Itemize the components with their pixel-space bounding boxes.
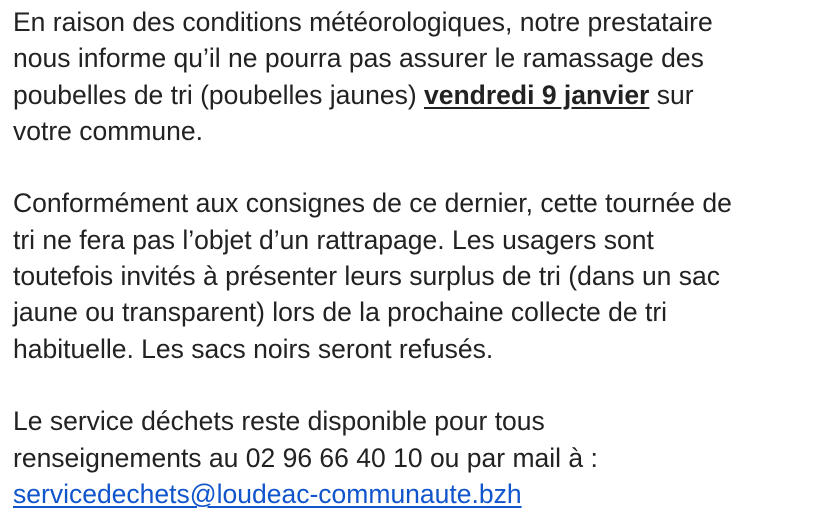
- paragraph2-line1: Conformément aux consignes de ce dernier, cette tournée de: [13, 188, 732, 219]
- notice-paragraph-cancellation: [13, 4, 813, 149]
- paragraph1-line3-start: poubelles de tri (poubelles jaunes): [13, 79, 425, 110]
- collection-date-emphasis: vendredi 9 janvier: [424, 79, 650, 110]
- paragraph2-line2: tri ne fera pas l’objet d’un rattrapage. Les usagers sont: [13, 224, 654, 255]
- paragraph1-line2: nous informe qu’il ne pourra pas assurer le ramassage des: [13, 43, 704, 74]
- paragraph-spacer: [13, 149, 813, 185]
- notice-body: [13, 4, 813, 512]
- email-link[interactable]: servicedechets@loudeac-communaute.bzh: [13, 478, 522, 509]
- notice-paragraph-contact: [13, 403, 813, 512]
- notice-paragraph-instructions: [13, 185, 813, 366]
- paragraph2-line4: jaune ou transparent) lors de la prochaine collecte de tri: [13, 297, 668, 328]
- paragraph2-line5: habituelle. Les sacs noirs seront refusés.: [13, 333, 494, 364]
- paragraph-spacer: [13, 367, 813, 403]
- paragraph3-line2: renseignements au 02 96 66 40 10 ou par mail à :: [13, 442, 598, 473]
- paragraph1-line4: votre commune.: [13, 115, 203, 146]
- paragraph1-line1: En raison des conditions météorologiques, notre prestataire: [13, 7, 713, 37]
- paragraph1-line3-end: sur: [649, 79, 694, 110]
- paragraph2-line3: toutefois invités à présenter leurs surplus de tri (dans un sac: [13, 261, 721, 292]
- paragraph3-line1: Le service déchets reste disponible pour tous: [13, 406, 545, 437]
